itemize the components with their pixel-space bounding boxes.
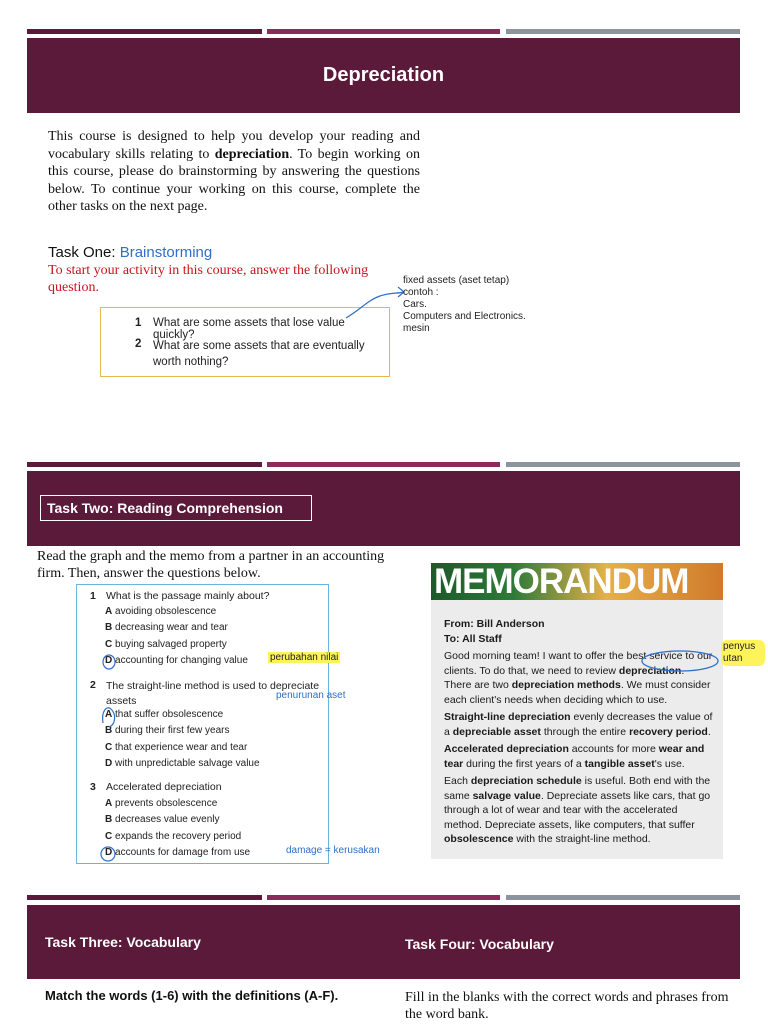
- task-four-title: Task Four: Vocabulary: [405, 936, 554, 952]
- task-two-banner: [27, 471, 740, 546]
- option-row-selected: A that suffer obsolescence: [105, 709, 224, 720]
- question-number: 3: [90, 781, 96, 793]
- intro-keyword: depreciation: [214, 146, 290, 162]
- option-row-selected: D accounts for damage from use: [105, 847, 251, 858]
- bottom-stripe-light: [506, 895, 740, 900]
- memo-to: To: All Staff: [444, 632, 502, 645]
- vocabulary-banner: [27, 905, 740, 979]
- question-number: 1: [90, 590, 96, 602]
- question-row: 2: [135, 338, 142, 350]
- option-row: C that experience wear and tear: [105, 742, 248, 753]
- title-banner: [27, 38, 740, 113]
- handwritten-annotation: penurunan aset: [276, 690, 346, 701]
- top-stripe-light: [506, 29, 740, 34]
- handwritten-annotation: damage = kerusakan: [286, 845, 380, 856]
- highlight-annotation: penyus utan: [721, 640, 765, 666]
- option-row: B during their first few years: [105, 725, 230, 736]
- question-text: What are some assets that are eventually worth nothing?: [153, 340, 365, 368]
- bottom-stripe-dark: [27, 895, 262, 900]
- option-row: C buying salvaged property: [105, 639, 227, 650]
- answer-circle-annotations: [77, 585, 330, 865]
- handwritten-note: fixed assets (aset tetap) contoh : Cars. Computers and Electronics. mesin: [403, 275, 526, 334]
- top-stripe-mid: [267, 29, 500, 34]
- memorandum-image: [431, 563, 723, 859]
- task-one-heading: Task One: Brainstorming: [48, 244, 213, 261]
- memo-header: MEMORANDUM: [431, 563, 723, 600]
- option-row: A avoiding obsolescence: [105, 606, 217, 617]
- bottom-stripe-mid: [267, 895, 500, 900]
- memo-paragraph: Accelerated depreciation accounts for more wear and tear during the first years of a tangible asset's use.: [444, 743, 705, 770]
- option-row: A prevents obsolescence: [105, 798, 218, 809]
- comprehension-question-box: [76, 584, 329, 864]
- memo-paragraph: Each depreciation schedule is useful. Both end with the same salvage value. Depreciate assets like cars, that go through a lot of wear and tear with the accelerated method. Depreciate assets, like computers, that suffer obsolescence with the straight-line method.: [444, 775, 711, 845]
- task-four-instruction: Fill in the blanks with the correct words and phrases from the word bank.: [405, 990, 729, 1022]
- page-title: Depreciation: [322, 64, 445, 86]
- mid-stripe-dark: [27, 462, 262, 467]
- option-row: D with unpredictable salvage value: [105, 758, 260, 769]
- question-text: Accelerated depreciation: [106, 781, 222, 793]
- pen-arrow-annotation: [340, 282, 410, 322]
- depreciation-circle-annotation: [640, 648, 722, 674]
- question-number: 2: [90, 679, 96, 691]
- option-row: B decreasing wear and tear: [105, 622, 228, 633]
- question-text: What are some assets that lose value quickly?: [153, 317, 345, 341]
- task-three-instruction: Match the words (1-6) with the definitions (A-F).: [45, 988, 339, 1003]
- task-one-name: Brainstorming: [119, 244, 213, 261]
- memo-paragraph: Straight-line depreciation evenly decreases the value of a depreciable asset through the entire recovery period.: [444, 711, 713, 738]
- question-row: 1: [135, 317, 142, 329]
- task-three-title: Task Three: Vocabulary: [45, 934, 201, 950]
- question-text: What is the passage mainly about?: [106, 590, 270, 602]
- memo-paragraph: Good morning team! I want to offer the best service to our clients. To do that, we need to review depreciation. There are two depreciation methods. We must consider each client's needs when deciding which to use.: [444, 650, 713, 706]
- option-row: B decreases value evenly: [105, 814, 220, 825]
- task-one-instruction: To start your activity in this course, answer the following question.: [48, 263, 369, 295]
- task-two-instruction: Read the graph and the memo from a partner in an accounting firm. Then, answer the questions below.: [37, 549, 385, 581]
- memo-from: From: Bill Anderson: [444, 618, 545, 630]
- question-text: The straight-line method is used to depreciate assets: [106, 680, 320, 707]
- mid-stripe-mid: [267, 462, 500, 467]
- top-stripe-dark: [27, 29, 262, 34]
- task-two-title: Task Two: Reading Comprehension: [40, 495, 312, 521]
- intro-paragraph: This course is designed to help you develop your reading and vocabulary skills relating to depreciation. To begin working on this course, please do brainstorming by answering the questions below. To continue your working on this course, complete the other tasks on the next page.: [48, 129, 420, 214]
- mid-stripe-light: [506, 462, 740, 467]
- option-row-selected: D accounting for changing value: [105, 655, 248, 666]
- option-row: C expands the recovery period: [105, 831, 242, 842]
- highlight-annotation: perubahan nilai: [270, 652, 339, 663]
